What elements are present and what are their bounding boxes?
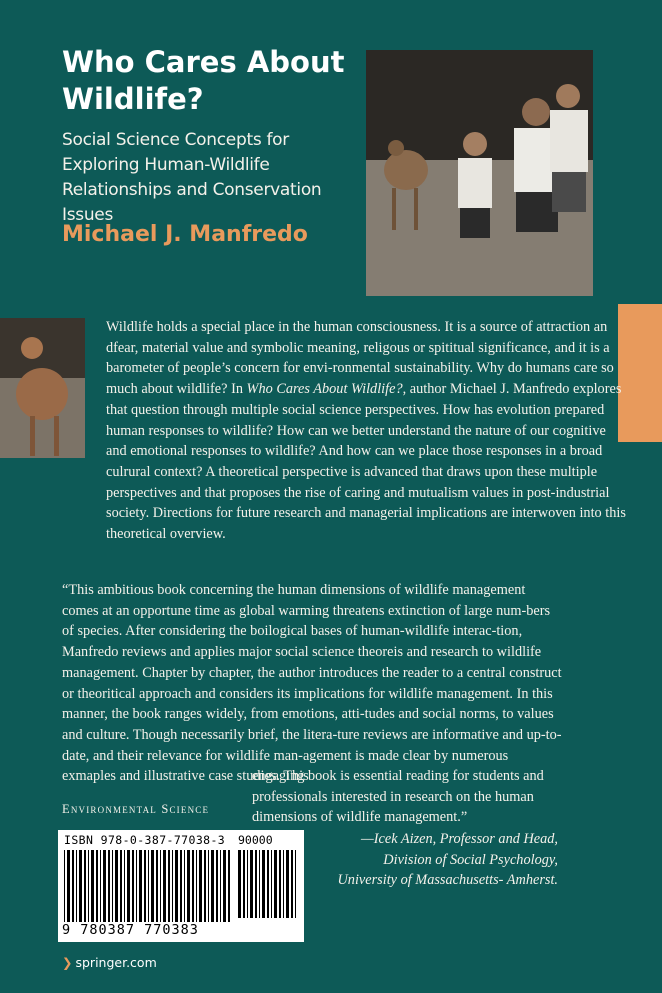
barcode-bar (168, 850, 170, 922)
barcode-bar (144, 850, 146, 922)
barcode-bar (67, 850, 70, 922)
barcode-bar (199, 850, 202, 922)
quote-attribution (298, 829, 558, 891)
description-paragraph (106, 317, 626, 545)
barcode-bar (103, 850, 106, 922)
barcode-bar (216, 850, 218, 922)
barcode-bars (64, 850, 230, 922)
barcode-bar (96, 850, 98, 922)
barcode-bar (204, 850, 206, 922)
barcode-bar (274, 850, 277, 918)
chevron-right-icon: ❯ (62, 955, 73, 970)
price-code: 90000 (238, 833, 273, 847)
barcode-bar (84, 850, 86, 922)
barcode-bar (267, 850, 269, 918)
barcode-bar (243, 850, 245, 918)
attribution-dept: Division of Social Psychology, (383, 851, 558, 868)
barcode-bar (127, 850, 130, 922)
barcode-bar (88, 850, 89, 922)
barcode-bar (247, 850, 248, 918)
barcode-bar (208, 850, 209, 922)
description-part-1: Wildlife holds a special place in the human consciousness. It is a source of attraction an dfear, material value and symbolic meaning, religous or spititual significance, and it is a barometer of people’s concern for envi-ronmental sustainability. Why do humans care so much about wildlife? In (106, 319, 614, 398)
barcode-bar (148, 850, 149, 922)
barcode-bar (255, 850, 257, 918)
barcode-bar (112, 850, 113, 922)
book-title: Who Cares About Wildlife? (62, 45, 345, 116)
barcode-bar (76, 850, 77, 922)
barcode-bar (259, 850, 260, 918)
barcode-bar (108, 850, 110, 922)
author-name: Michael J. Manfredo (62, 222, 308, 247)
barcode-digits: 9 780387 770383 (62, 922, 199, 938)
barcode-bar (79, 850, 82, 922)
review-quote: “This ambitious book concerning the human dimensions of wildlife management comes at an opportune time as global warming threatens extinction of large num-bers of species. After considering the boilogical bases of human-wildlife interac-tion, Manfredo reviews and applies major social science theoreis and research to wildlife management. Chapter by chapter, the author introduces the reader to a central construct or theoritical approach and considers its implications for wildlife management. In this manner, the book ranges widely, from emotions, atti-tudes and social norms, to values and culture. Though necessarily brief, the litera-ture reviews are informative and up-to-date, and their relevance for wildlife man-agement is made clear by numerous exmaples and illustrative case studies. This (62, 582, 562, 785)
barcode-bar (250, 850, 253, 918)
barcode-bar (132, 850, 134, 922)
description-part-2: , author Michael J. Manfredo explores that question through multiple social science perspectives. How has evolution prepared human responses to wildlife? How can we better understand the nature of our cognitive and emotional responses to wildlife? And how can we place those responses in a broad culrural context? A theoretical perspective is advanced that draws upon these multiple perspectives and that proposes the rise of caring and mutualism values in post-industrial society. Directions for future research and managerial implications are interwoven into this theoretical overview. (106, 381, 626, 543)
barcode-bar (196, 850, 197, 922)
barcode-bar (124, 850, 125, 922)
barcode-bar (211, 850, 214, 922)
barcode-bar (151, 850, 154, 922)
barcode-bar (100, 850, 101, 922)
children-and-deer-photo (366, 50, 593, 296)
barcode-bar (192, 850, 194, 922)
publisher-link[interactable] (62, 955, 157, 970)
subject-category: Environmental Science (62, 802, 210, 816)
review-quote-tail: engaging book is essential reading for students and professionals interested in research on the human dimensions of wildlife management.” (252, 768, 544, 826)
book-description (106, 317, 626, 545)
deer-photo (0, 318, 85, 458)
book-subtitle: Social Science Concepts for Exploring Human-Wildlife Relationships and Conservation Issues (62, 130, 322, 225)
barcode-bar (187, 850, 190, 922)
barcode-bar (139, 850, 142, 922)
barcode-bar (223, 850, 226, 922)
barcode-bar (262, 850, 265, 918)
barcode-bar (160, 850, 161, 922)
attribution-name: —Icek Aizen, Professor and Head, (361, 831, 558, 847)
isbn-barcode (58, 830, 304, 942)
barcode-bar (279, 850, 281, 918)
barcode-bar (220, 850, 221, 922)
barcode-bar (295, 850, 296, 918)
publisher-url: springer.com (75, 955, 157, 970)
barcode-bar (228, 850, 230, 922)
barcode-bar (136, 850, 137, 922)
barcode-bar (91, 850, 94, 922)
attribution-university: University of Massachusetts- Amherst. (337, 872, 558, 889)
barcode-bar (238, 850, 241, 918)
barcode-bar (175, 850, 178, 922)
barcode-bar (115, 850, 118, 922)
barcode-bar (184, 850, 185, 922)
barcode-bar (283, 850, 284, 918)
barcode-bar (163, 850, 166, 922)
book-title-italic: Who Cares About Wildlife? (246, 381, 403, 398)
barcode-bar (72, 850, 74, 922)
barcode-bar (180, 850, 182, 922)
addon-barcode-bars (238, 850, 298, 918)
barcode-bar (291, 850, 293, 918)
barcode-bar (271, 850, 272, 918)
barcode-bar (172, 850, 173, 922)
barcode-bar (156, 850, 158, 922)
barcode-bar (64, 850, 65, 922)
barcode-bar (286, 850, 289, 918)
isbn-text: ISBN 978-0-387-77038-3 (64, 833, 226, 847)
barcode-bar (120, 850, 122, 922)
